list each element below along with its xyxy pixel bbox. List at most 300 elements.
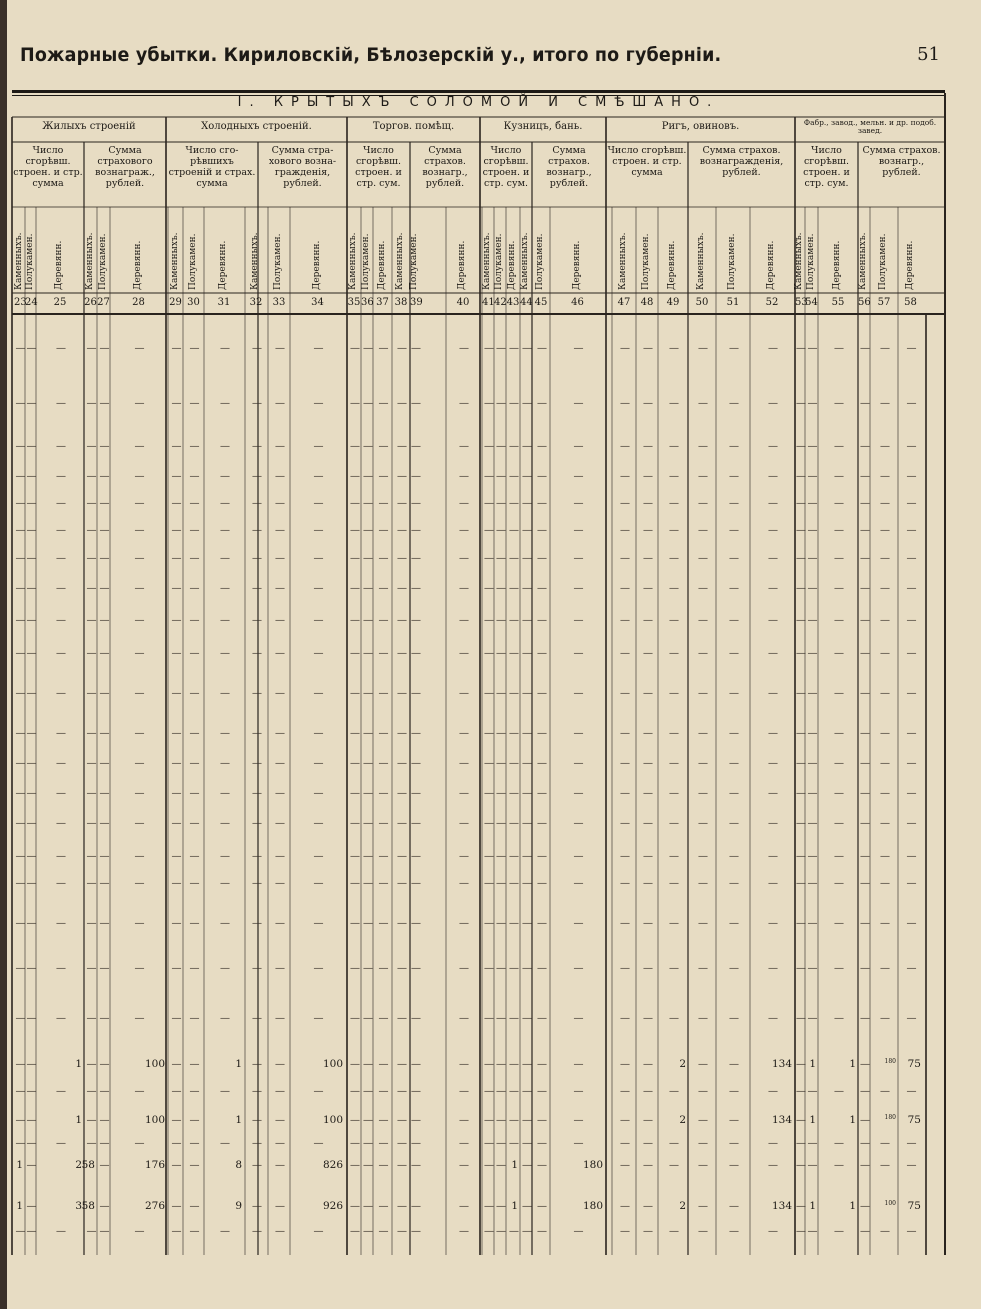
empty-cell-dash: —	[56, 648, 66, 659]
empty-cell-dash: —	[796, 398, 806, 409]
empty-cell-dash: —	[411, 553, 421, 564]
empty-cell-dash: —	[26, 398, 37, 409]
empty-cell-dash: —	[729, 1059, 739, 1070]
empty-cell-dash: —	[378, 851, 389, 862]
empty-cell-dash: —	[522, 1160, 532, 1171]
empty-cell-dash: —	[189, 1226, 200, 1237]
empty-cell-dash: —	[669, 728, 679, 739]
empty-cell-dash: —	[459, 851, 469, 862]
empty-cell-dash: —	[573, 498, 584, 509]
empty-cell-dash: —	[729, 525, 739, 536]
empty-cell-dash: —	[411, 1201, 421, 1212]
table-caption: I. КРЫТЫХЪ СОЛОМОЙ И СМѢШАНО.	[237, 95, 720, 110]
empty-cell-dash: —	[484, 878, 494, 889]
empty-cell-dash: —	[134, 1138, 145, 1149]
empty-cell-dash: —	[880, 963, 890, 974]
empty-cell-dash: —	[15, 963, 26, 974]
empty-cell-dash: —	[86, 615, 97, 626]
empty-cell-dash: —	[522, 788, 532, 799]
empty-cell-dash: —	[643, 1013, 653, 1024]
empty-cell-dash: —	[378, 878, 389, 889]
empty-cell-dash: —	[834, 1138, 844, 1149]
column-number: 34	[311, 297, 324, 308]
empty-cell-dash: —	[313, 818, 324, 829]
empty-cell-dash: —	[496, 1160, 506, 1171]
empty-cell-dash: —	[397, 758, 407, 769]
empty-cell-dash: —	[378, 728, 389, 739]
material-label: Каменныхъ.	[84, 232, 95, 290]
subgroup-header-sum: Сумма страхов. вознагр., рублей.	[862, 145, 941, 178]
empty-cell-dash: —	[459, 1160, 469, 1171]
empty-cell-dash: —	[350, 1013, 360, 1024]
empty-cell-dash: —	[729, 398, 739, 409]
empty-cell-dash: —	[906, 728, 917, 739]
empty-cell-dash: —	[860, 1086, 870, 1097]
empty-cell-dash: —	[496, 851, 506, 862]
empty-cell-dash: —	[768, 343, 778, 354]
empty-cell-dash: —	[860, 1013, 870, 1024]
empty-cell-dash: —	[496, 553, 506, 564]
empty-cell-dash: —	[350, 583, 360, 594]
empty-cell-dash: —	[768, 963, 778, 974]
empty-cell-dash: —	[880, 343, 890, 354]
empty-cell-dash: —	[86, 398, 97, 409]
empty-cell-dash: —	[459, 818, 469, 829]
empty-cell-dash: —	[573, 398, 584, 409]
empty-cell-dash: —	[313, 398, 324, 409]
empty-cell-dash: —	[729, 918, 739, 929]
empty-cell-dash: —	[834, 758, 844, 769]
empty-cell-dash: —	[26, 918, 37, 929]
empty-cell-dash: —	[620, 1059, 630, 1070]
empty-cell-dash: —	[698, 498, 708, 509]
empty-cell-dash: —	[220, 918, 230, 929]
empty-cell-dash: —	[15, 788, 26, 799]
empty-cell-dash: —	[643, 1160, 653, 1171]
empty-cell-dash: —	[56, 553, 66, 564]
empty-cell-dash: —	[796, 343, 806, 354]
data-cell: 2	[679, 1200, 686, 1212]
empty-cell-dash: —	[363, 1086, 373, 1097]
empty-cell-dash: —	[880, 851, 890, 862]
empty-cell-dash: —	[807, 1160, 818, 1171]
empty-cell-dash: —	[99, 1059, 110, 1070]
empty-cell-dash: —	[15, 553, 26, 564]
empty-cell-dash: —	[807, 648, 818, 659]
empty-cell-dash: —	[171, 728, 182, 739]
empty-cell-dash: —	[522, 583, 532, 594]
empty-cell-dash: —	[796, 728, 806, 739]
empty-cell-dash: —	[56, 1086, 66, 1097]
group-header: Ригъ, овиновъ.	[661, 121, 740, 132]
empty-cell-dash: —	[620, 553, 630, 564]
empty-cell-dash: —	[252, 728, 262, 739]
empty-cell-dash: —	[411, 758, 421, 769]
empty-cell-dash: —	[275, 878, 285, 889]
empty-cell-dash: —	[411, 918, 421, 929]
empty-cell-dash: —	[496, 471, 506, 482]
empty-cell-dash: —	[860, 498, 870, 509]
material-label: Полукамен.	[273, 233, 283, 290]
column-number: 54	[805, 297, 818, 308]
empty-cell-dash: —	[171, 758, 182, 769]
data-cell: 1	[235, 1114, 242, 1126]
empty-cell-dash: —	[378, 553, 389, 564]
empty-cell-dash: —	[26, 851, 37, 862]
empty-cell-dash: —	[860, 688, 870, 699]
empty-cell-dash: —	[522, 1226, 532, 1237]
empty-cell-dash: —	[99, 851, 110, 862]
empty-cell-dash: —	[86, 758, 97, 769]
data-cell: 1	[809, 1058, 816, 1070]
empty-cell-dash: —	[509, 648, 519, 659]
empty-cell-dash: —	[378, 343, 389, 354]
empty-cell-dash: —	[698, 471, 708, 482]
empty-cell-dash: —	[729, 615, 739, 626]
empty-cell-dash: —	[698, 1201, 708, 1212]
empty-cell-dash: —	[537, 918, 547, 929]
column-number: 48	[640, 297, 654, 308]
empty-cell-dash: —	[56, 818, 66, 829]
empty-cell-dash: —	[643, 728, 653, 739]
empty-cell-dash: —	[860, 525, 870, 536]
empty-cell-dash: —	[573, 648, 584, 659]
material-label: Полукамен.	[97, 233, 108, 290]
empty-cell-dash: —	[86, 553, 97, 564]
empty-cell-dash: —	[880, 1013, 890, 1024]
empty-cell-dash: —	[189, 498, 200, 509]
material-label: Каменныхъ.	[169, 232, 180, 290]
empty-cell-dash: —	[906, 818, 917, 829]
empty-cell-dash: —	[313, 553, 324, 564]
data-cell: 176	[144, 1159, 165, 1171]
empty-cell-dash: —	[669, 1226, 679, 1237]
empty-cell-dash: —	[807, 788, 818, 799]
empty-cell-dash: —	[86, 728, 97, 739]
data-cell: 9	[235, 1200, 242, 1212]
empty-cell-dash: —	[860, 851, 870, 862]
empty-cell-dash: —	[397, 963, 407, 974]
empty-cell-dash: —	[459, 615, 469, 626]
empty-cell-dash: —	[698, 615, 708, 626]
empty-cell-dash: —	[411, 615, 421, 626]
empty-cell-dash: —	[509, 1138, 519, 1149]
empty-cell-dash: —	[411, 818, 421, 829]
empty-cell-dash: —	[860, 343, 870, 354]
empty-cell-dash: —	[411, 878, 421, 889]
data-cell: 58	[81, 1200, 95, 1212]
empty-cell-dash: —	[26, 1201, 37, 1212]
empty-cell-dash: —	[99, 1160, 110, 1171]
empty-cell-dash: —	[796, 918, 806, 929]
empty-cell-dash: —	[537, 1138, 547, 1149]
empty-cell-dash: —	[86, 688, 97, 699]
empty-cell-dash: —	[350, 1138, 360, 1149]
empty-cell-dash: —	[459, 1013, 469, 1024]
empty-cell-dash: —	[537, 471, 547, 482]
empty-cell-dash: —	[363, 1013, 373, 1024]
empty-cell-dash: —	[252, 398, 262, 409]
empty-cell-dash: —	[189, 343, 200, 354]
empty-cell-dash: —	[171, 615, 182, 626]
empty-cell-dash: —	[56, 441, 66, 452]
empty-cell-dash: —	[220, 471, 230, 482]
empty-cell-dash: —	[906, 471, 917, 482]
empty-cell-dash: —	[643, 758, 653, 769]
material-label: Деревянн.	[376, 240, 387, 290]
material-label: Каменныхъ.	[13, 232, 24, 290]
empty-cell-dash: —	[807, 1226, 818, 1237]
empty-cell-dash: —	[484, 1013, 494, 1024]
empty-cell-dash: —	[411, 525, 421, 536]
column-number: 28	[132, 297, 145, 308]
empty-cell-dash: —	[537, 963, 547, 974]
empty-cell-dash: —	[484, 758, 494, 769]
empty-cell-dash: —	[26, 963, 37, 974]
empty-cell-dash: —	[378, 525, 389, 536]
empty-cell-dash: —	[807, 615, 818, 626]
empty-cell-dash: —	[834, 1160, 844, 1171]
empty-cell-dash: —	[15, 1059, 26, 1070]
empty-cell-dash: —	[397, 553, 407, 564]
empty-cell-dash: —	[86, 1059, 97, 1070]
empty-cell-dash: —	[397, 1086, 407, 1097]
empty-cell-dash: —	[880, 1138, 890, 1149]
empty-cell-dash: —	[522, 615, 532, 626]
empty-cell-dash: —	[459, 688, 469, 699]
column-number: 53	[795, 297, 808, 308]
empty-cell-dash: —	[459, 963, 469, 974]
empty-cell-dash: —	[252, 343, 262, 354]
empty-cell-dash: —	[313, 878, 324, 889]
empty-cell-dash: —	[252, 1138, 262, 1149]
group-header: Торгов. помѣщ.	[372, 121, 455, 132]
empty-cell-dash: —	[537, 818, 547, 829]
empty-cell-dash: —	[220, 1226, 230, 1237]
empty-cell-dash: —	[860, 918, 870, 929]
empty-cell-dash: —	[729, 471, 739, 482]
empty-cell-dash: —	[15, 878, 26, 889]
empty-cell-dash: —	[537, 1013, 547, 1024]
empty-cell-dash: —	[378, 398, 389, 409]
empty-cell-dash: —	[171, 1086, 182, 1097]
empty-cell-dash: —	[397, 1013, 407, 1024]
empty-cell-dash: —	[906, 615, 917, 626]
data-cell: 134	[771, 1114, 792, 1126]
empty-cell-dash: —	[669, 878, 679, 889]
empty-cell-dash: —	[496, 441, 506, 452]
column-number: 31	[217, 297, 231, 308]
empty-cell-dash: —	[252, 688, 262, 699]
empty-cell-dash: —	[275, 963, 285, 974]
empty-cell-dash: —	[522, 1201, 532, 1212]
empty-cell-dash: —	[275, 615, 285, 626]
material-label: Каменныхъ.	[858, 232, 868, 290]
empty-cell-dash: —	[397, 525, 407, 536]
empty-cell-dash: —	[496, 688, 506, 699]
empty-cell-dash: —	[397, 343, 407, 354]
empty-cell-dash: —	[378, 818, 389, 829]
column-number: 30	[187, 297, 200, 308]
empty-cell-dash: —	[378, 1013, 389, 1024]
material-label: Каменныхъ.	[482, 232, 492, 290]
empty-cell-dash: —	[313, 648, 324, 659]
empty-cell-dash: —	[729, 498, 739, 509]
empty-cell-dash: —	[796, 963, 806, 974]
empty-cell-dash: —	[807, 688, 818, 699]
material-label: Полукамен.	[409, 233, 419, 290]
empty-cell-dash: —	[220, 441, 230, 452]
empty-cell-dash: —	[134, 878, 145, 889]
empty-cell-dash: —	[796, 1160, 806, 1171]
column-number: 50	[695, 297, 709, 308]
empty-cell-dash: —	[378, 1138, 389, 1149]
empty-cell-dash: —	[620, 583, 630, 594]
column-number: 39	[410, 297, 423, 308]
empty-cell-dash: —	[537, 1160, 547, 1171]
material-label: Полукамен.	[24, 233, 35, 290]
empty-cell-dash: —	[834, 615, 844, 626]
empty-cell-dash: —	[880, 553, 890, 564]
empty-cell-dash: —	[26, 343, 37, 354]
empty-cell-dash: —	[880, 688, 890, 699]
empty-cell-dash: —	[86, 1086, 97, 1097]
empty-cell-dash: —	[807, 583, 818, 594]
data-cell: 826	[322, 1159, 343, 1171]
material-label: Каменныхъ.	[250, 232, 260, 290]
empty-cell-dash: —	[729, 1226, 739, 1237]
empty-cell-dash: —	[350, 648, 360, 659]
data-cell: 180	[884, 1058, 896, 1065]
column-number: 29	[169, 297, 182, 308]
data-cell: 180	[582, 1200, 603, 1212]
empty-cell-dash: —	[768, 788, 778, 799]
empty-cell-dash: —	[252, 525, 262, 536]
empty-cell-dash: —	[220, 553, 230, 564]
empty-cell-dash: —	[313, 963, 324, 974]
empty-cell-dash: —	[350, 498, 360, 509]
empty-cell-dash: —	[171, 788, 182, 799]
empty-cell-dash: —	[189, 1086, 200, 1097]
empty-cell-dash: —	[363, 441, 373, 452]
empty-cell-dash: —	[537, 648, 547, 659]
empty-cell-dash: —	[189, 851, 200, 862]
empty-cell-dash: —	[134, 441, 145, 452]
empty-cell-dash: —	[86, 648, 97, 659]
empty-cell-dash: —	[350, 878, 360, 889]
empty-cell-dash: —	[397, 471, 407, 482]
empty-cell-dash: —	[643, 343, 653, 354]
empty-cell-dash: —	[171, 818, 182, 829]
empty-cell-dash: —	[15, 1086, 26, 1097]
data-cell: 1	[16, 1159, 23, 1171]
material-label: Деревянн.	[571, 240, 582, 290]
empty-cell-dash: —	[378, 1086, 389, 1097]
empty-cell-dash: —	[363, 343, 373, 354]
empty-cell-dash: —	[484, 648, 494, 659]
empty-cell-dash: —	[522, 1013, 532, 1024]
empty-cell-dash: —	[860, 471, 870, 482]
empty-cell-dash: —	[484, 343, 494, 354]
empty-cell-dash: —	[698, 1115, 708, 1126]
empty-cell-dash: —	[484, 788, 494, 799]
empty-cell-dash: —	[807, 1086, 818, 1097]
empty-cell-dash: —	[729, 441, 739, 452]
empty-cell-dash: —	[171, 471, 182, 482]
empty-cell-dash: —	[86, 441, 97, 452]
empty-cell-dash: —	[220, 1086, 230, 1097]
empty-cell-dash: —	[134, 963, 145, 974]
group-header: Кузницъ, бань.	[503, 121, 583, 132]
empty-cell-dash: —	[15, 583, 26, 594]
empty-cell-dash: —	[99, 1201, 110, 1212]
empty-cell-dash: —	[171, 963, 182, 974]
empty-cell-dash: —	[378, 1226, 389, 1237]
empty-cell-dash: —	[252, 471, 262, 482]
empty-cell-dash: —	[698, 1013, 708, 1024]
empty-cell-dash: —	[573, 441, 584, 452]
empty-cell-dash: —	[134, 688, 145, 699]
group-header: Фабр., завод., мельн. и др. подоб. завед.	[803, 118, 937, 136]
empty-cell-dash: —	[669, 1160, 679, 1171]
empty-cell-dash: —	[459, 498, 469, 509]
empty-cell-dash: —	[350, 788, 360, 799]
empty-cell-dash: —	[378, 1201, 389, 1212]
empty-cell-dash: —	[698, 398, 708, 409]
empty-cell-dash: —	[729, 1013, 739, 1024]
empty-cell-dash: —	[522, 728, 532, 739]
empty-cell-dash: —	[411, 343, 421, 354]
empty-cell-dash: —	[698, 441, 708, 452]
empty-cell-dash: —	[99, 1086, 110, 1097]
empty-cell-dash: —	[509, 918, 519, 929]
empty-cell-dash: —	[313, 525, 324, 536]
empty-cell-dash: —	[26, 1059, 37, 1070]
empty-cell-dash: —	[252, 1059, 262, 1070]
empty-cell-dash: —	[729, 878, 739, 889]
empty-cell-dash: —	[698, 851, 708, 862]
empty-cell-dash: —	[620, 398, 630, 409]
material-label: Деревянн.	[132, 240, 143, 290]
empty-cell-dash: —	[189, 398, 200, 409]
empty-cell-dash: —	[363, 553, 373, 564]
empty-cell-dash: —	[522, 525, 532, 536]
empty-cell-dash: —	[134, 471, 145, 482]
empty-cell-dash: —	[906, 788, 917, 799]
empty-cell-dash: —	[537, 688, 547, 699]
empty-cell-dash: —	[15, 918, 26, 929]
empty-cell-dash: —	[496, 918, 506, 929]
empty-cell-dash: —	[189, 758, 200, 769]
empty-cell-dash: —	[86, 1226, 97, 1237]
material-label: Полукамен.	[535, 233, 545, 290]
empty-cell-dash: —	[26, 648, 37, 659]
empty-cell-dash: —	[15, 525, 26, 536]
empty-cell-dash: —	[26, 1160, 37, 1171]
empty-cell-dash: —	[99, 398, 110, 409]
empty-cell-dash: —	[496, 1138, 506, 1149]
empty-cell-dash: —	[796, 1226, 806, 1237]
empty-cell-dash: —	[537, 878, 547, 889]
empty-cell-dash: —	[26, 1013, 37, 1024]
empty-cell-dash: —	[411, 583, 421, 594]
column-number: 46	[571, 297, 584, 308]
empty-cell-dash: —	[459, 398, 469, 409]
empty-cell-dash: —	[275, 1160, 285, 1171]
material-label: Каменныхъ.	[348, 232, 358, 290]
empty-cell-dash: —	[484, 1160, 494, 1171]
empty-cell-dash: —	[860, 728, 870, 739]
